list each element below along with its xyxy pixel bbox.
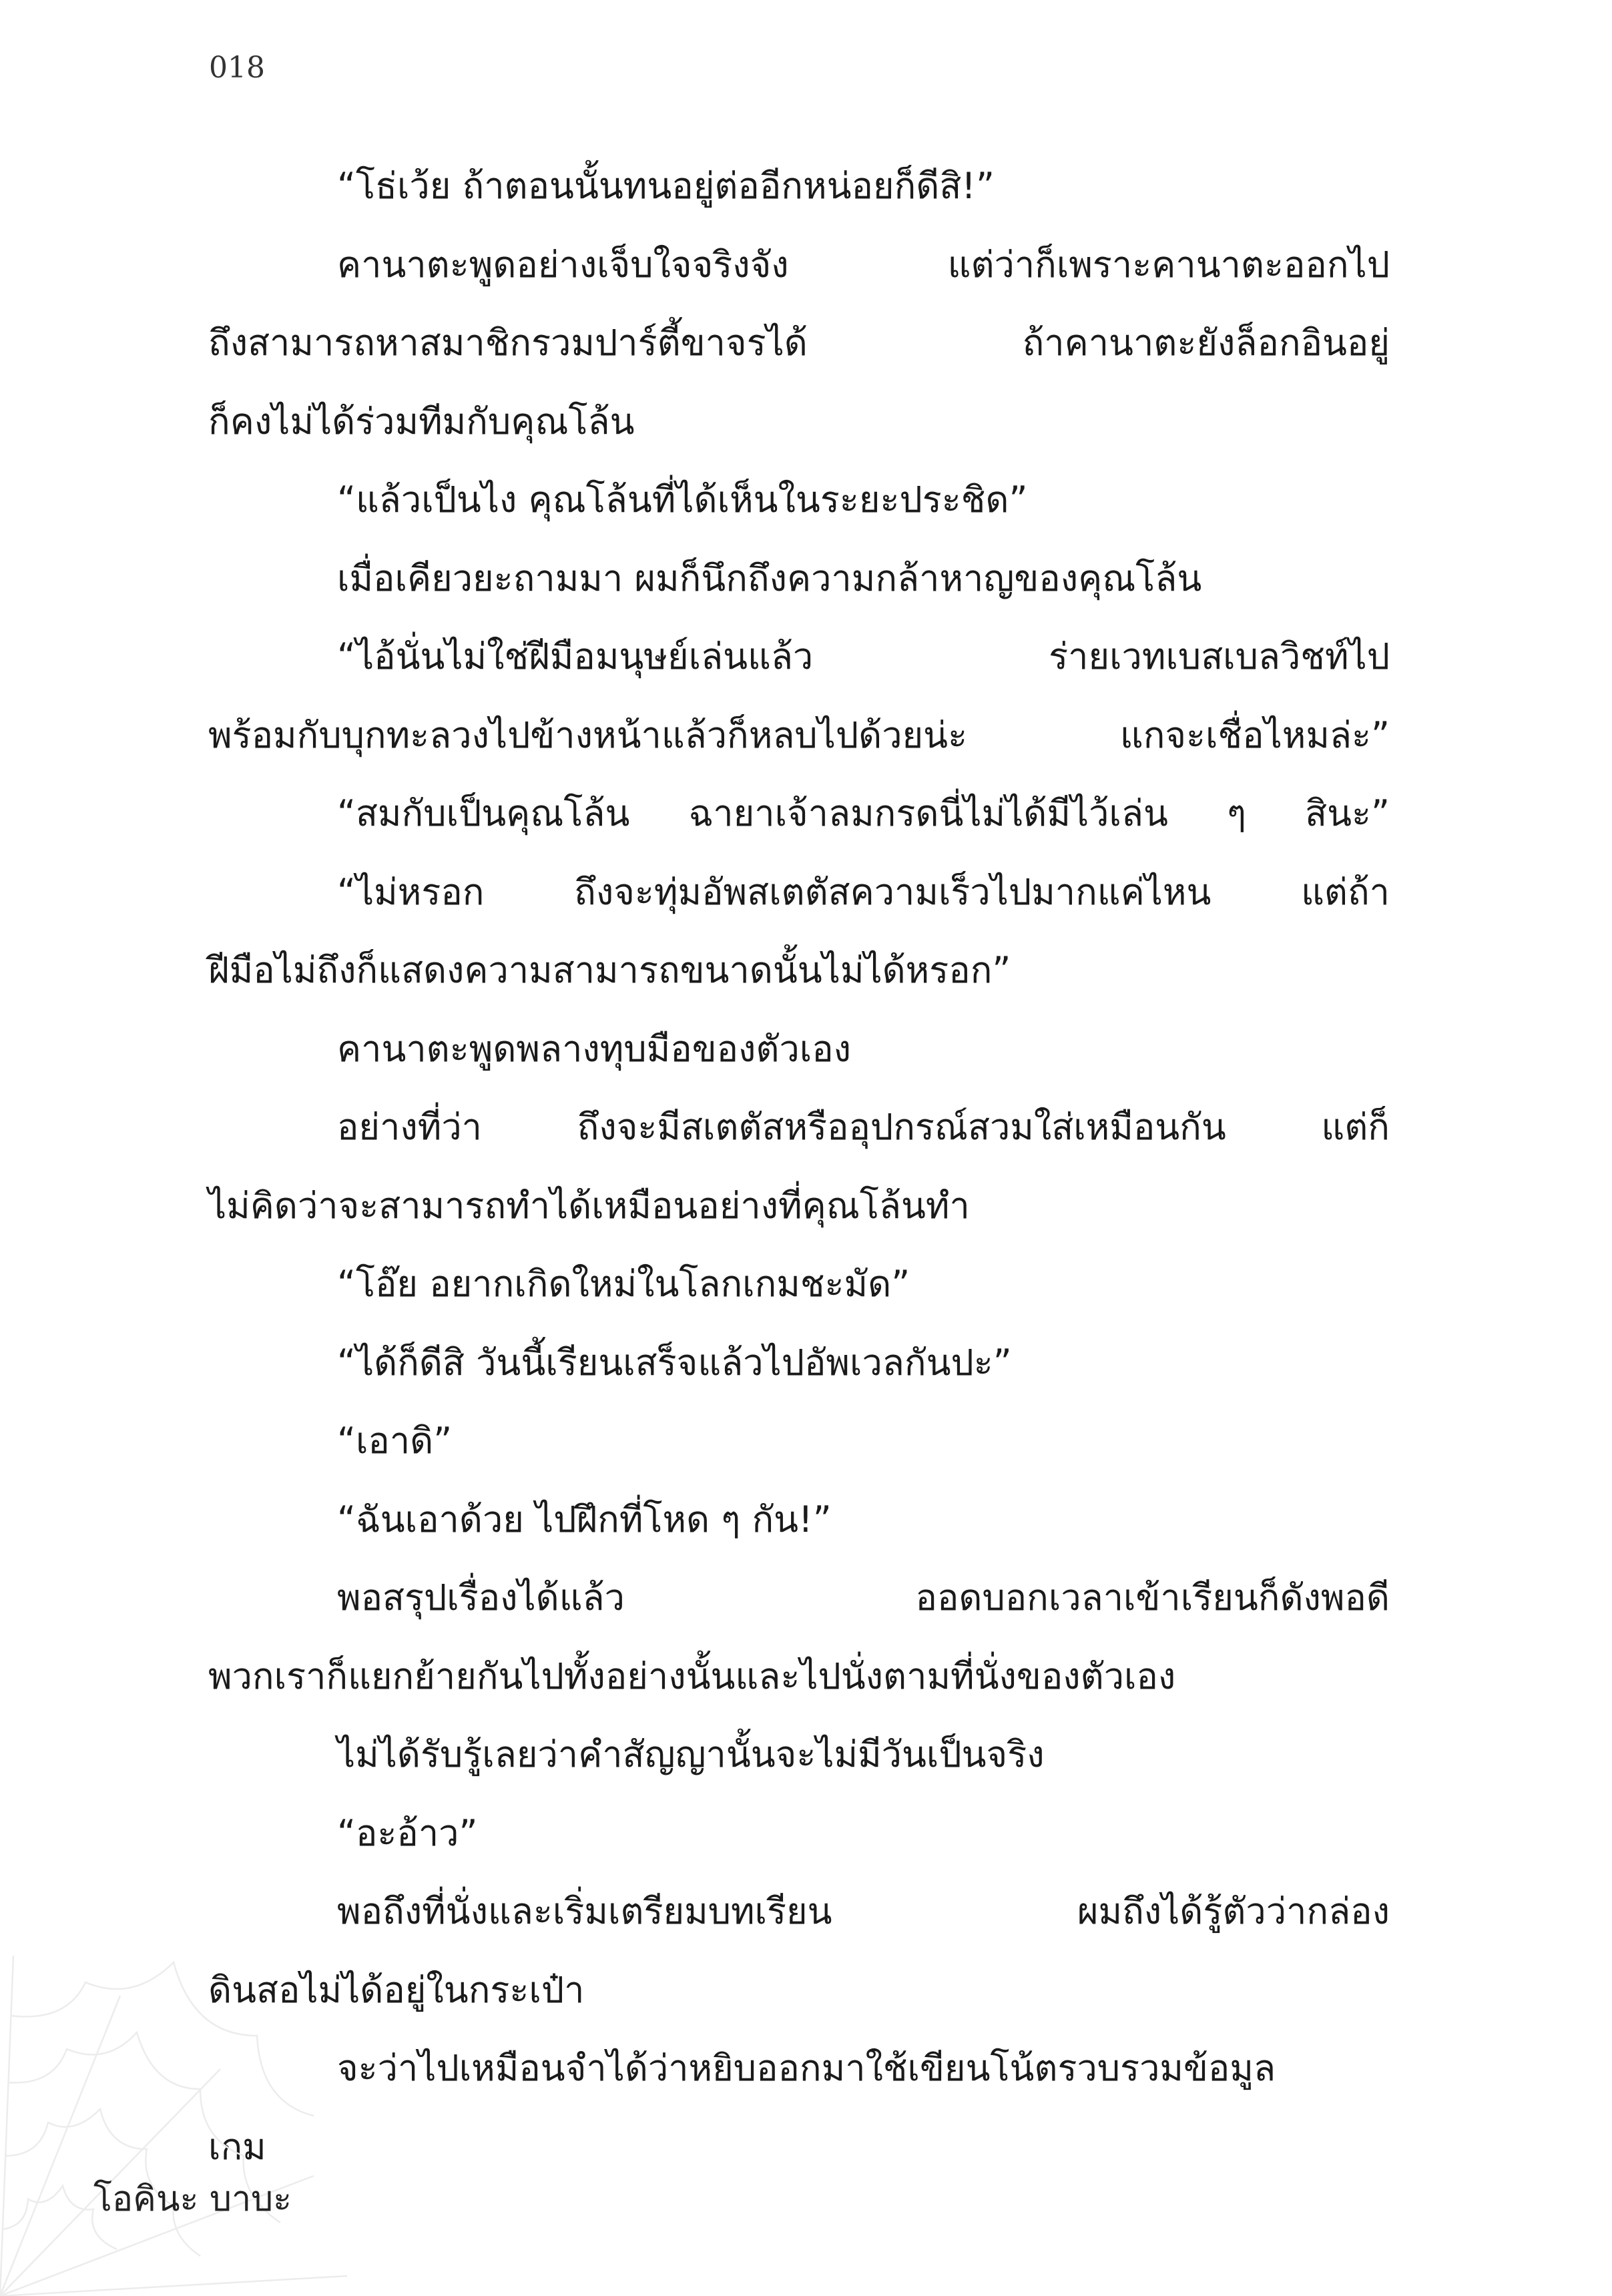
text-line: “ฉันเอาด้วย ไปฝึกที่โหด ๆ กัน!” — [337, 1498, 832, 1540]
text-line: ไม่คิดว่าจะสามารถทำได้เหมือนอย่างที่คุณโล้นทำ — [208, 1184, 970, 1227]
text-line: พอถึงที่นั่งและเริ่มเตรียมบทเรียน ผมถึงได้รู้ตัวว่ากล่อง — [337, 1890, 1390, 1932]
text-line: เมื่อเคียวยะถามมา ผมก็นึกถึงความกล้าหาญของคุณโล้น — [337, 557, 1202, 599]
text-line: พวกเราก็แยกย้ายกันไปทั้งอย่างนั้นและไปนั่งตามที่นั่งของตัวเอง — [208, 1655, 1176, 1697]
text-line: พอสรุปเรื่องได้แล้ว ออดบอกเวลาเข้าเรียนก็ดังพอดี — [337, 1576, 1390, 1619]
text-line: “โอ๊ย อยากเกิดใหม่ในโลกเกมชะมัด” — [337, 1263, 910, 1305]
text-line: ดินสอไม่ได้อยู่ในกระเป๋า — [208, 1968, 585, 2011]
text-line: “ไม่หรอก ถึงจะทุ่มอัพสเตตัสความเร็วไปมากแค่ไหน แต่ถ้า — [337, 870, 1390, 913]
text-line: เกม — [208, 2125, 266, 2168]
spider-web-decoration — [0, 1956, 347, 2296]
text-line: “เอาดิ” — [337, 1420, 453, 1462]
text-line: จะว่าไปเหมือนจำได้ว่าหยิบออกมาใช้เขียนโน้ตรวบรวมข้อมูล — [337, 2047, 1276, 2089]
text-line: “โธ่เว้ย ถ้าตอนนั้นทนอยู่ต่ออีกหน่อยก็ดีสิ!” — [337, 165, 995, 207]
body-text — [208, 147, 1390, 2186]
text-line: อย่างที่ว่า ถึงจะมีสเตตัสหรืออุปกรณ์สวมใส่เหมือนกัน แต่ก็ — [337, 1106, 1390, 1148]
text-line: “แล้วเป็นไง คุณโล้นที่ได้เห็นในระยะประชิด” — [337, 479, 1028, 521]
text-line: “ไอ้นั่นไม่ใช่ฝีมือมนุษย์เล่นแล้ว ร่ายเวทเบสเบลวิชท์ไป — [337, 635, 1390, 677]
text-line: ถึงสามารถหาสมาชิกรวมปาร์ตี้ขาจรได้ ถ้าคานาตะยังล็อกอินอยู่ — [208, 322, 1390, 364]
text-line: “สมกับเป็นคุณโล้น ฉายาเจ้าลมกรดนี่ไม่ได้มีไว้เล่น ๆ สินะ” — [337, 792, 1390, 834]
text-line: “ได้ก็ดีสิ วันนี้เรียนเสร็จแล้วไปอัพเวลกันปะ” — [337, 1341, 1012, 1384]
text-line: พร้อมกับบุกทะลวงไปข้างหน้าแล้วก็หลบไปด้วยน่ะ แกจะเชื่อไหมล่ะ” — [208, 713, 1390, 756]
text-line: คานาตะพูดพลางทุบมือของตัวเอง — [337, 1027, 852, 1070]
page-number: 018 — [209, 51, 265, 85]
footer-author: โอคินะ บาบะ — [93, 2179, 292, 2219]
text-line: ไม่ได้รับรู้เลยว่าคำสัญญานั้นจะไม่มีวันเป็นจริง — [337, 1733, 1045, 1775]
text-line: ฝีมือไม่ถึงก็แสดงความสามารถขนาดนั้นไม่ได้หรอก” — [208, 949, 1011, 991]
text-line: “อะอ้าว” — [337, 1811, 478, 1854]
text-line: คานาตะพูดอย่างเจ็บใจจริงจัง แต่ว่าก็เพราะคานาตะออกไป — [337, 243, 1390, 286]
text-line: ก็คงไม่ได้ร่วมทีมกับคุณโล้น — [208, 400, 635, 443]
